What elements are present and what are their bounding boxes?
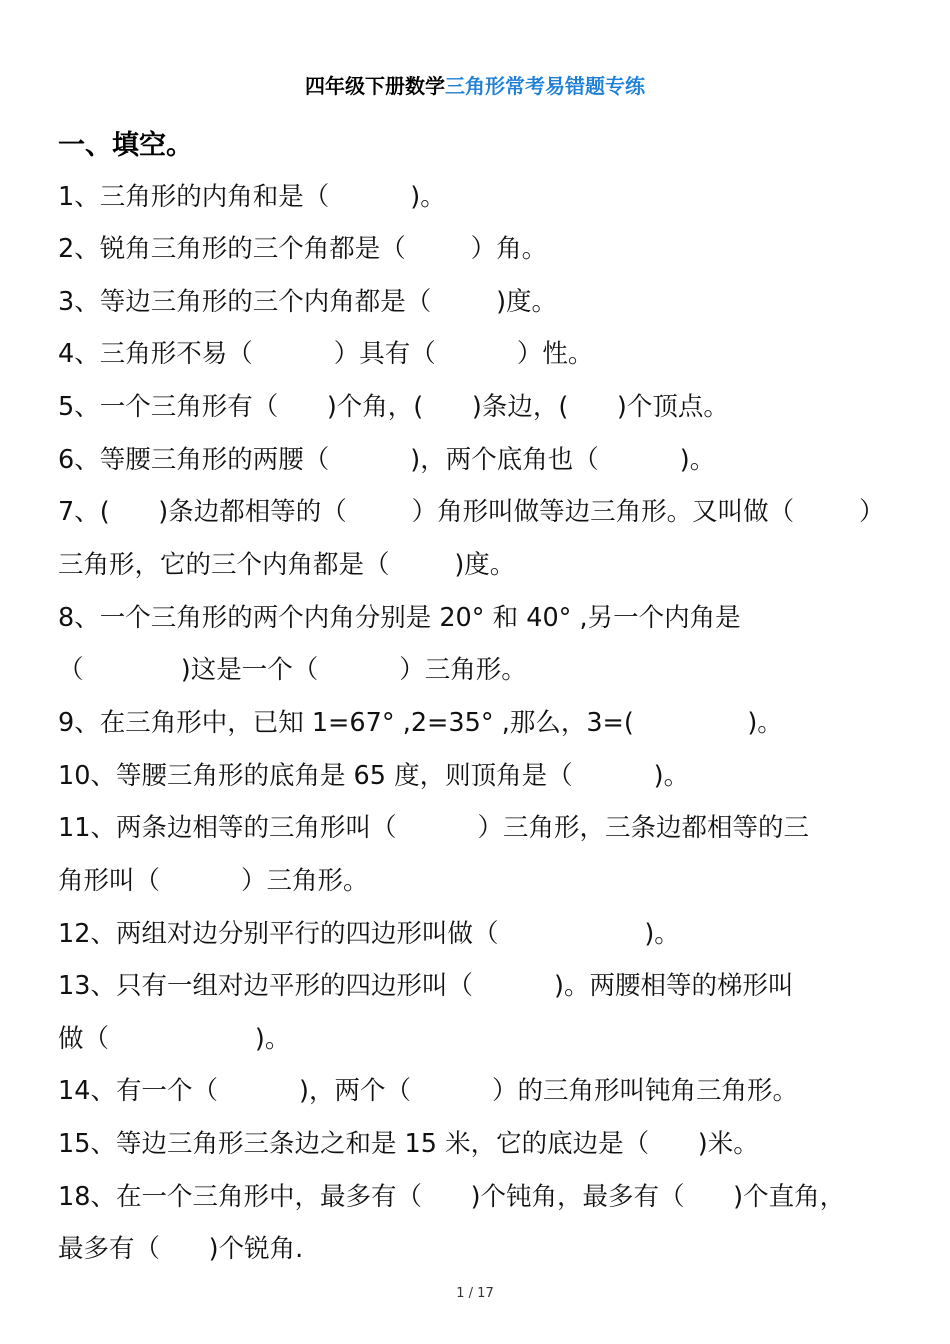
- question-line: 18、在一个三角形中，最多有（ )个钝角，最多有（ )个直角，: [58, 1182, 846, 1212]
- question-line: 10、等腰三角形的底角是 65 度，则顶角是（ )。: [58, 761, 690, 791]
- question-line: 13、只有一组对边平形的四边形叫（ )。两腰相等的梯形叫: [58, 971, 794, 1001]
- question-line: 5、一个三角形有（ )个角，( )条边，( )个顶点。: [58, 392, 729, 422]
- question-line: 角形叫（ ）三角形。: [58, 866, 369, 896]
- title-part-topic: 三角形常考易错题专练: [445, 74, 645, 98]
- question-line: 6、等腰三角形的两腰（ )，两个底角也（ )。: [58, 445, 716, 475]
- question-line: （ )这是一个（ ）三角形。: [58, 655, 527, 685]
- question-line: 1、三角形的内角和是（ )。: [58, 182, 446, 212]
- question-line: 做（ )。: [58, 1024, 291, 1054]
- section-heading: 一、填空。: [58, 130, 193, 161]
- question-line: 4、三角形不易（ ）具有（ ）性。: [58, 339, 594, 369]
- question-line: 14、有一个（ )，两个（ ）的三角形叫钝角三角形。: [58, 1076, 799, 1106]
- question-line: 7、( )条边都相等的（ ）角形叫做等边三角形。又叫做（ ）: [58, 497, 885, 527]
- title-part-grade: 四年级下册数学: [305, 74, 445, 98]
- question-line: 三角形，它的三个内角都是（ )度。: [58, 550, 516, 580]
- page-number: 1 / 17: [456, 1286, 494, 1301]
- question-line: 最多有（ )个锐角.: [58, 1234, 304, 1264]
- question-line: 11、两条边相等的三角形叫（ ）三角形，三条边都相等的三: [58, 813, 810, 843]
- question-line: 8、一个三角形的两个内角分别是 20° 和 40° ,另一个内角是: [58, 603, 741, 633]
- question-line: 2、锐角三角形的三个角都是（ ）角。: [58, 234, 548, 264]
- question-line: 9、在三角形中，已知 1=67° ,2=35° ,那么，3=( )。: [58, 708, 783, 738]
- question-line: 15、等边三角形三条边之和是 15 米，它的底边是（ )米。: [58, 1129, 759, 1159]
- question-line: 12、两组对边分别平行的四边形叫做（ )。: [58, 919, 680, 949]
- question-line: 3、等边三角形的三个内角都是（ )度。: [58, 287, 558, 317]
- page-title: [0, 56, 950, 116]
